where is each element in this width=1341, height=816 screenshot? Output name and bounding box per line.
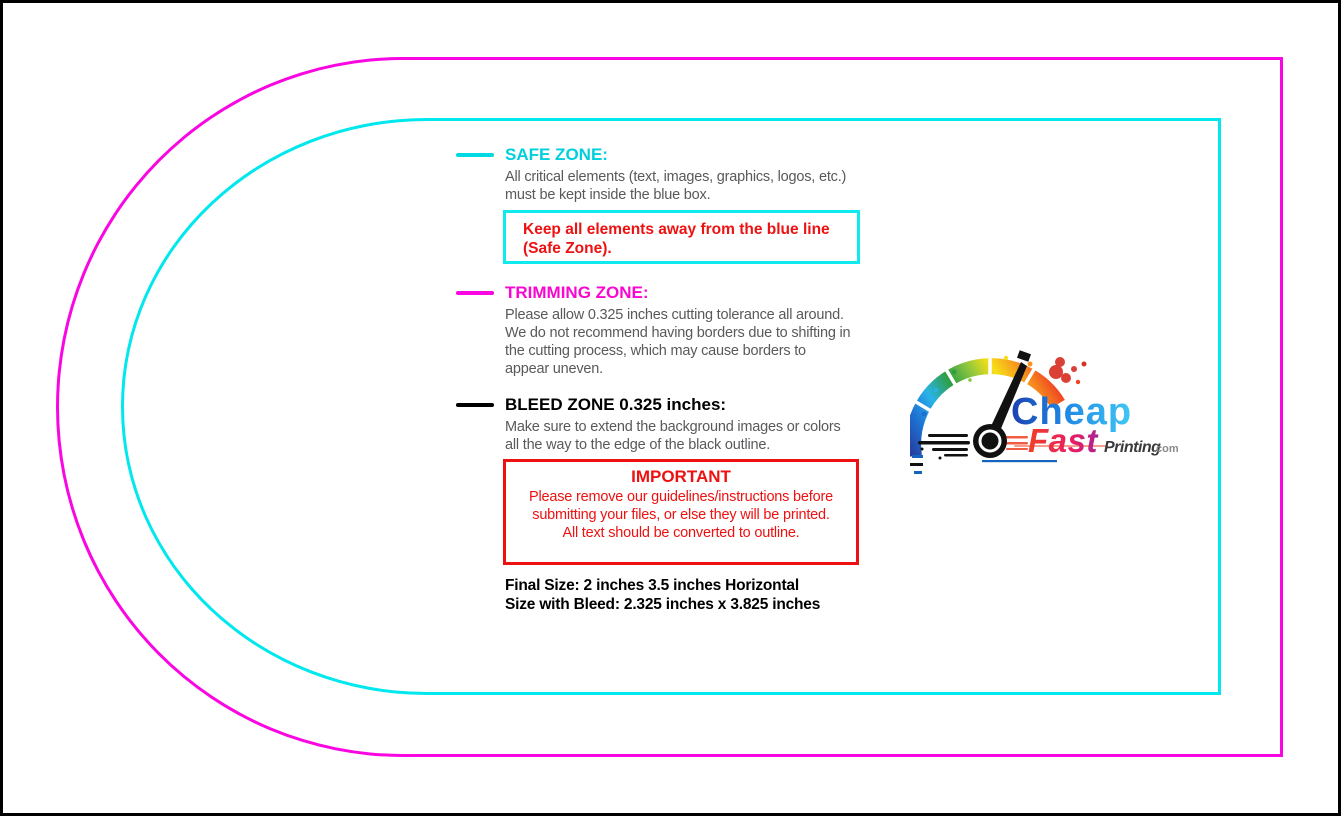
text-line: Please allow 0.325 inches cutting tolerance all around. — [505, 307, 844, 323]
safe-zone-title: SAFE ZONE: — [505, 145, 608, 164]
text-line: all the way to the edge of the black outline. — [505, 437, 771, 453]
text-line: Keep all elements away from the blue line — [523, 221, 830, 238]
logo-word-fast: Fast — [1028, 422, 1098, 459]
text-line: All critical elements (text, images, graphics, logos, etc.) — [505, 169, 847, 185]
cheap-fast-printing-logo — [910, 350, 1185, 475]
gauge-end-ticks — [910, 455, 923, 474]
important-box — [503, 459, 859, 565]
safe-zone-dash-icon — [456, 153, 494, 157]
logo-underline — [982, 460, 1057, 462]
bleed-zone-dash-icon — [456, 403, 494, 407]
size-info — [505, 576, 820, 614]
text-line: All text should be converted to outline. — [562, 525, 800, 541]
text-line: Make sure to extend the background images or colors — [505, 419, 841, 435]
gauge-hub — [973, 424, 1007, 458]
trimming-zone-title: TRIMMING ZONE: — [505, 283, 649, 302]
safe-zone-warning-box — [503, 210, 860, 264]
trimming-zone-description — [505, 306, 936, 378]
trimming-zone-dash-icon — [456, 291, 494, 295]
text-line: the cutting process, which may cause borders to — [505, 343, 806, 359]
text-line: We do not recommend having borders due to shifting in — [505, 325, 851, 341]
speedometer-logo-icon — [910, 350, 1185, 475]
bleed-zone-description — [505, 418, 936, 454]
text-line: must be kept inside the blue box. — [505, 187, 711, 203]
bleed-zone-title: BLEED ZONE 0.325 inches: — [505, 395, 727, 414]
text-line: appear uneven. — [505, 361, 603, 377]
speed-streaks — [918, 434, 970, 460]
logo-word-dotcom: .com — [1153, 443, 1179, 455]
text-line: Please remove our guidelines/instructions before — [529, 489, 833, 505]
logo-word-printing: Printing — [1104, 439, 1161, 456]
trimming-zone-section — [456, 283, 936, 378]
safe-zone-description — [505, 168, 936, 204]
text-line: (Safe Zone). — [523, 240, 612, 257]
important-title: IMPORTANT — [631, 467, 731, 486]
paint-splash — [1049, 357, 1077, 383]
final-size-line: Final Size: 2 inches 3.5 inches Horizontal — [505, 577, 799, 594]
safe-zone-section — [456, 145, 936, 204]
text-line: submitting your files, or else they will be printed. — [532, 507, 830, 523]
bleed-size-line: Size with Bleed: 2.325 inches x 3.825 inches — [505, 596, 821, 613]
logo-word-cheap: Cheap — [1011, 391, 1133, 433]
bleed-zone-section — [456, 395, 936, 454]
